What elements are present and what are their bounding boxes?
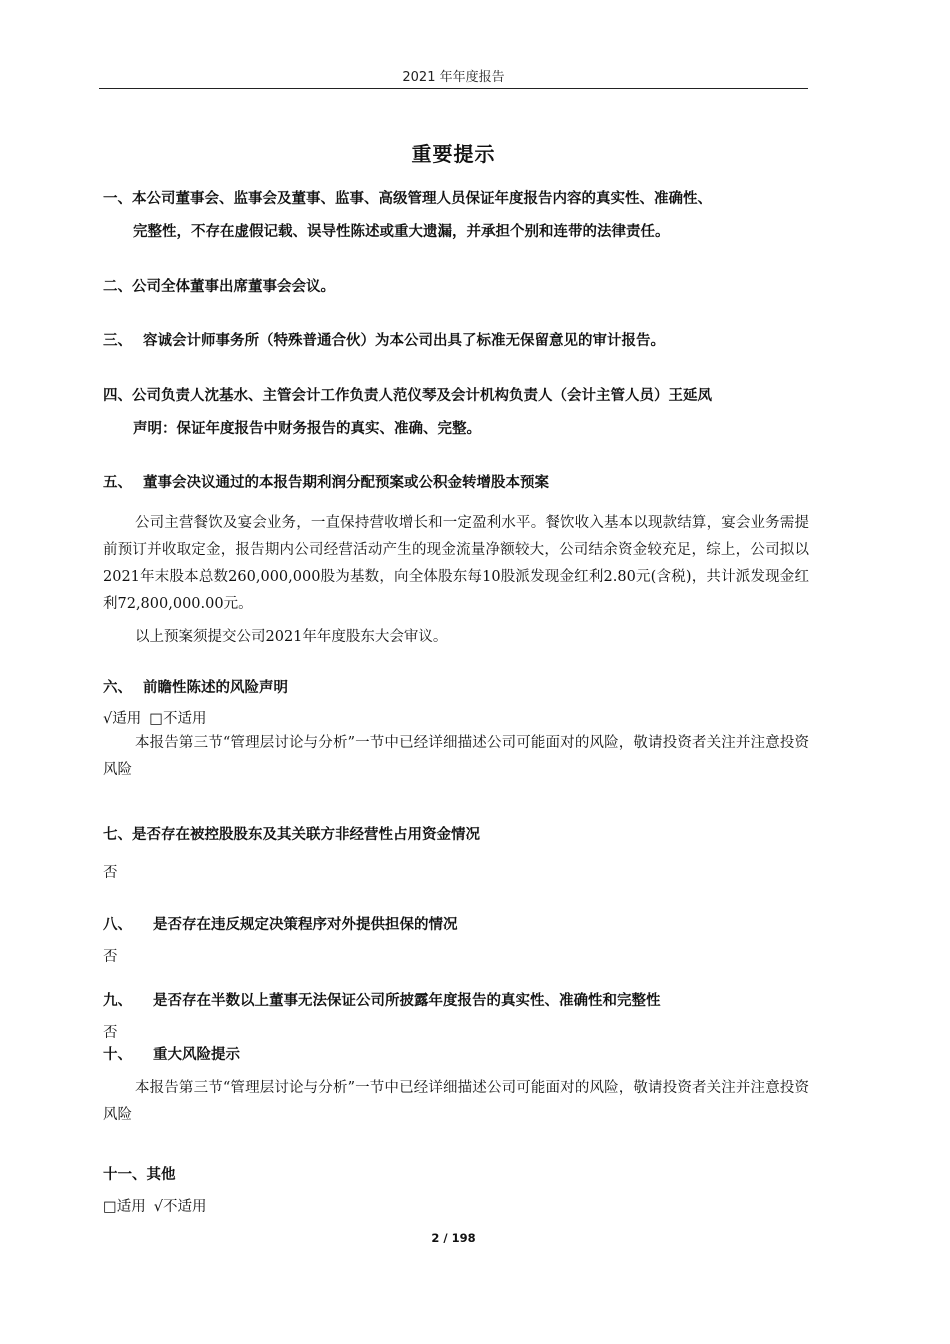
item-5-paragraph-2: 以上预案须提交公司2021年年度股东大会审议。 (135, 629, 448, 645)
item-5-heading (103, 472, 813, 494)
item-6-text: 前瞻性陈述的风险声明 (143, 680, 288, 696)
item-9-answer: 否 (103, 1025, 118, 1041)
item-10-number: 十、 (103, 1047, 132, 1063)
item-3-text: 容诚会计师事务所（特殊普通合伙）为本公司出具了标准无保留意见的审计报告。 (143, 333, 665, 349)
item-8-text: 是否存在违反规定决策程序对外提供担保的情况 (153, 917, 458, 933)
item-11-applicable-unchecked: □适用 (103, 1199, 146, 1215)
item-10-paragraph: 本报告第三节“管理层讨论与分析”一节中已经详细描述公司可能面对的风险，敬请投资者关注并注意投资风险 (103, 1080, 809, 1123)
item-10-heading (103, 1044, 813, 1066)
item-11-applicability (103, 1196, 813, 1218)
item-2: 二、公司全体董事出席董事会会议。 (103, 279, 335, 295)
item-6-number: 六、 (103, 680, 132, 696)
item-5-number: 五、 (103, 475, 132, 491)
item-7-answer: 否 (103, 865, 118, 881)
item-11-not-applicable-checked: √不适用 (153, 1199, 207, 1215)
page-number: 2 / 198 (431, 1231, 476, 1245)
item-11-heading: 十一、其他 (103, 1167, 176, 1183)
header-rule (99, 88, 808, 89)
item-5-paragraph: 公司主营餐饮及宴会业务，一直保持营收增长和一定盈利水平。餐饮收入基本以现款结算，宴会业务需提前预订并收取定金，报告期内公司经营活动产生的现金流量净额较大，公司结余资金较充足，综上，公司拟以2021年末股本总数260,000,000股为基数，向全体股东每10股派发现金红利2.80元(含税)，共计派发现金红利72,800,000.00元。 (103, 515, 809, 612)
item-10-text: 重大风险提示 (153, 1047, 240, 1063)
item-8-answer: 否 (103, 949, 118, 965)
item-6-applicability (103, 708, 813, 730)
item-6-paragraph: 本报告第三节“管理层讨论与分析”一节中已经详细描述公司可能面对的风险，敬请投资者关注并注意投资风险 (103, 735, 809, 778)
item-8-heading (103, 914, 813, 936)
item-4-line-1: 四、公司负责人沈基水、主管会计工作负责人范仪琴及会计机构负责人（会计主管人员）王延凤 (103, 388, 712, 404)
item-3-number: 三、 (103, 333, 132, 349)
page-header: 2021 年年度报告 (402, 70, 505, 85)
item-4-line-2: 声明：保证年度报告中财务报告的真实、准确、完整。 (133, 421, 481, 437)
item-6-not-applicable-unchecked: □不适用 (149, 711, 207, 727)
item-9-number: 九、 (103, 993, 132, 1009)
item-9-heading (103, 990, 813, 1012)
item-8-number: 八、 (103, 917, 132, 933)
item-1-line-2: 完整性，不存在虚假记载、误导性陈述或重大遗漏，并承担个别和连带的法律责任。 (133, 224, 670, 240)
item-3 (103, 330, 813, 352)
item-7-heading: 七、是否存在被控股股东及其关联方非经营性占用资金情况 (103, 827, 480, 843)
item-6-heading (103, 677, 813, 699)
page-title: 重要提示 (411, 142, 496, 166)
item-6-applicable-checked: √适用 (103, 711, 142, 727)
item-9-text: 是否存在半数以上董事无法保证公司所披露年度报告的真实性、准确性和完整性 (153, 993, 661, 1009)
item-1-line-1: 一、本公司董事会、监事会及董事、监事、高级管理人员保证年度报告内容的真实性、准确性、 (103, 191, 712, 207)
item-5-text: 董事会决议通过的本报告期利润分配预案或公积金转增股本预案 (143, 475, 549, 491)
